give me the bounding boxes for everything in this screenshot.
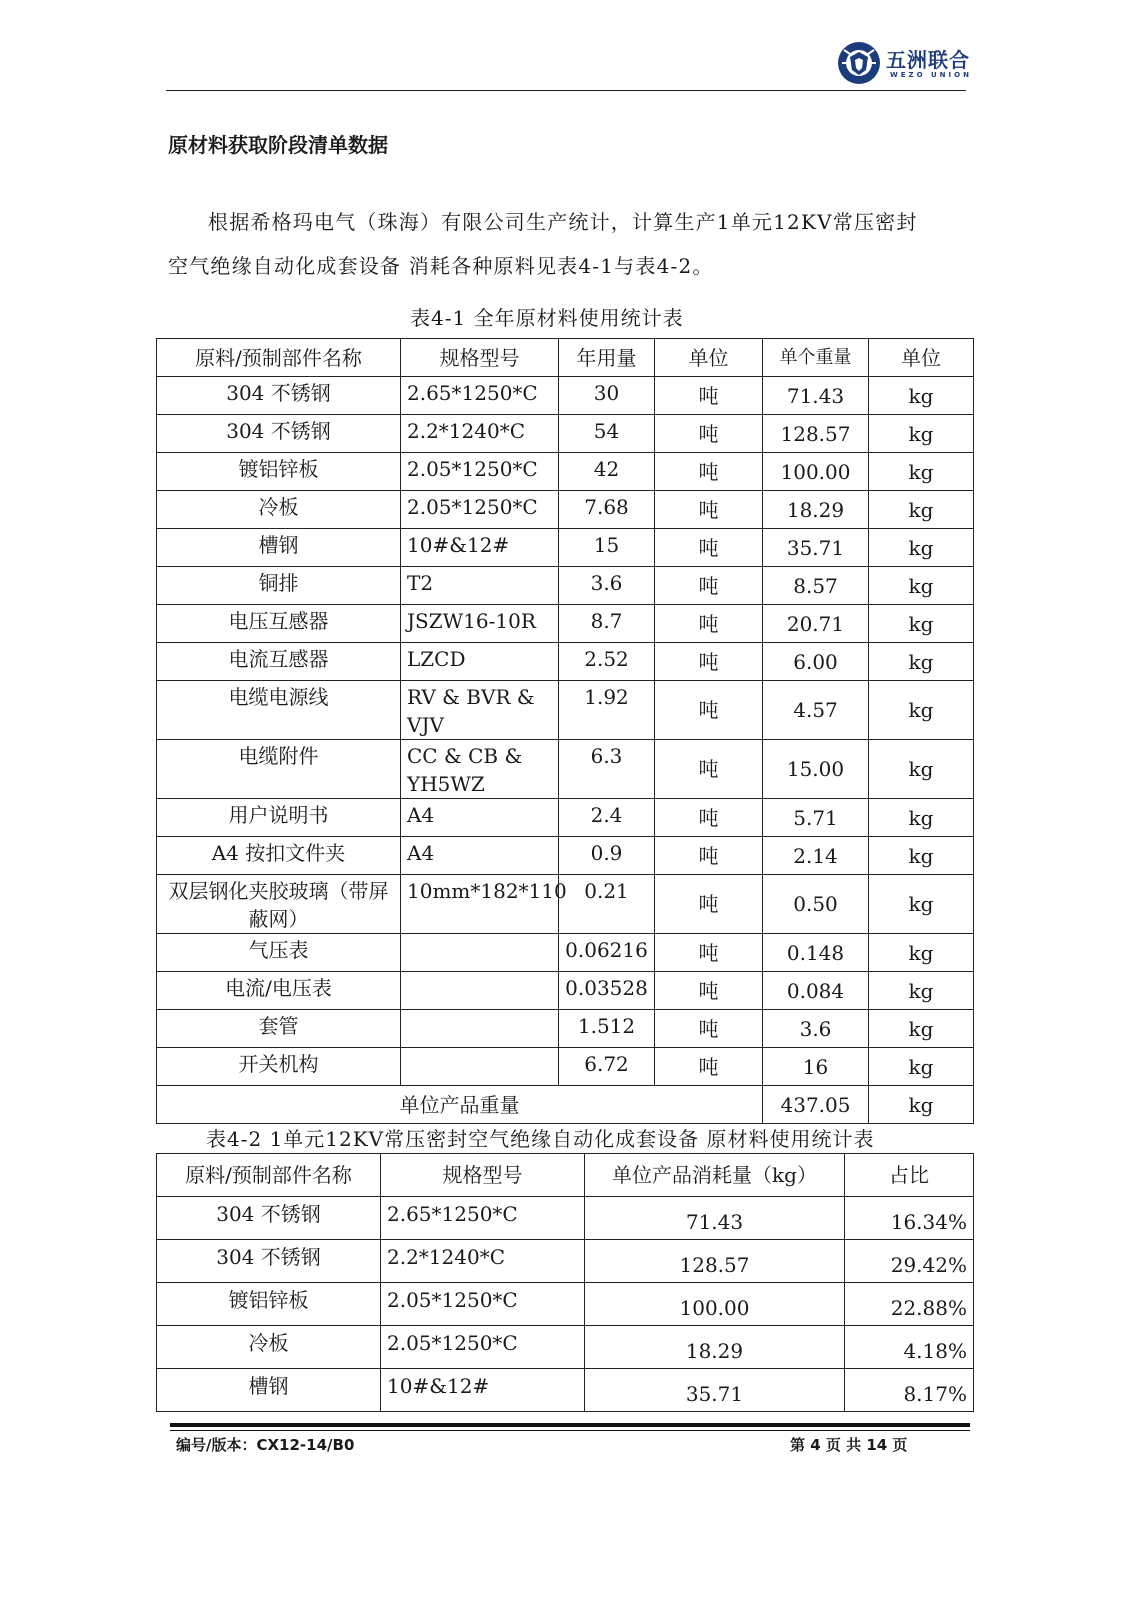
- total-weight-cell: 437.05: [763, 1086, 869, 1124]
- material-name-cell: 电缆电源线: [157, 681, 401, 740]
- material-name-cell: 套管: [157, 1010, 401, 1048]
- lion-emblem-icon: [836, 40, 882, 86]
- header-divider: [166, 90, 966, 91]
- quantity-unit-cell: 吨: [655, 567, 763, 605]
- spec-cell: 2.65*1250*C: [401, 377, 559, 415]
- column-header: 占比: [845, 1154, 974, 1197]
- spec-cell: [401, 934, 559, 972]
- column-header: [763, 339, 869, 377]
- quantity-unit-cell: 吨: [655, 415, 763, 453]
- material-name-cell: 电压互感器: [157, 605, 401, 643]
- spec-cell: CC & CB & YH5WZ: [401, 740, 559, 799]
- material-name-cell: 双层钢化夹胶玻璃（带屏蔽网）: [157, 875, 401, 934]
- spec-cell: A4: [401, 799, 559, 837]
- weight-unit-cell: kg: [869, 972, 974, 1010]
- logo-english-name: WEZO UNION: [890, 71, 972, 79]
- company-logo: [836, 40, 972, 88]
- annual-quantity-cell: 0.21: [559, 875, 655, 934]
- table-header-row: [157, 1154, 974, 1197]
- material-name-cell: 304 不锈钢: [157, 1240, 381, 1283]
- table-row: [157, 972, 974, 1010]
- table-header-row: [157, 339, 974, 377]
- table-row: [157, 1283, 974, 1326]
- quantity-unit-cell: 吨: [655, 1048, 763, 1086]
- table-row: [157, 453, 974, 491]
- unit-weight-cell: 6.00: [763, 643, 869, 681]
- annual-quantity-cell: 2.52: [559, 643, 655, 681]
- annual-quantity-cell: 2.4: [559, 799, 655, 837]
- quantity-unit-cell: 吨: [655, 605, 763, 643]
- unit-weight-cell: 0.148: [763, 934, 869, 972]
- ratio-cell: 16.34%: [845, 1197, 974, 1240]
- weight-unit-cell: kg: [869, 415, 974, 453]
- consumption-cell: 100.00: [585, 1283, 845, 1326]
- weight-unit-cell: kg: [869, 934, 974, 972]
- quantity-unit-cell: 吨: [655, 799, 763, 837]
- table2-caption: 表4-2 1单元12KV常压密封空气绝缘自动化成套设备 原材料使用统计表: [206, 1127, 875, 1151]
- table-row: [157, 1240, 974, 1283]
- spec-cell: A4: [401, 837, 559, 875]
- spec-cell: 10#&12#: [381, 1369, 585, 1412]
- column-header: 规格型号: [401, 339, 559, 377]
- column-header: 原料/预制部件名称: [157, 1154, 381, 1197]
- table-row: [157, 529, 974, 567]
- material-name-cell: 槽钢: [157, 529, 401, 567]
- column-header: 规格型号: [381, 1154, 585, 1197]
- table-row: [157, 934, 974, 972]
- logo-chinese-name: 五洲联合: [886, 48, 970, 72]
- weight-unit-cell: kg: [869, 643, 974, 681]
- spec-cell: 2.2*1240*C: [381, 1240, 585, 1283]
- quantity-unit-cell: 吨: [655, 681, 763, 740]
- document-version: 编号/版本：CX12-14/B0: [176, 1436, 355, 1454]
- intro-paragraph-line-2: 空气绝缘自动化成套设备 消耗各种原料见表4-1与表4-2。: [168, 254, 714, 278]
- unit-weight-cell: 100.00: [763, 453, 869, 491]
- spec-cell: JSZW16-10R: [401, 605, 559, 643]
- ratio-cell: 29.42%: [845, 1240, 974, 1283]
- annual-quantity-cell: 1.92: [559, 681, 655, 740]
- weight-unit-cell: kg: [869, 567, 974, 605]
- unit-weight-cell: 35.71: [763, 529, 869, 567]
- quantity-unit-cell: 吨: [655, 740, 763, 799]
- material-name-cell: 气压表: [157, 934, 401, 972]
- material-name-cell: 电缆附件: [157, 740, 401, 799]
- column-header-text: 单个重量: [779, 347, 852, 368]
- weight-unit-cell: kg: [869, 605, 974, 643]
- spec-cell: LZCD: [401, 643, 559, 681]
- material-name-cell: 槽钢: [157, 1369, 381, 1412]
- table1-caption: 表4-1 全年原材料使用统计表: [410, 306, 684, 330]
- unit-weight-cell: 2.14: [763, 837, 869, 875]
- footer-divider-thin: [170, 1430, 970, 1431]
- table-row: [157, 681, 974, 740]
- material-name-cell: 开关机构: [157, 1048, 401, 1086]
- column-header: 单位产品消耗量（kg）: [585, 1154, 845, 1197]
- unit-weight-cell: 0.084: [763, 972, 869, 1010]
- quantity-unit-cell: 吨: [655, 875, 763, 934]
- section-title: 原材料获取阶段清单数据: [168, 133, 388, 157]
- weight-unit-cell: kg: [869, 377, 974, 415]
- table-row: [157, 740, 974, 799]
- quantity-unit-cell: 吨: [655, 837, 763, 875]
- ratio-cell: 4.18%: [845, 1326, 974, 1369]
- total-label-cell: 单位产品重量: [157, 1086, 763, 1124]
- annual-quantity-cell: 30: [559, 377, 655, 415]
- spec-cell: T2: [401, 567, 559, 605]
- table-row: [157, 1010, 974, 1048]
- table-row: [157, 377, 974, 415]
- annual-quantity-cell: 42: [559, 453, 655, 491]
- material-name-cell: 冷板: [157, 1326, 381, 1369]
- weight-unit-cell: kg: [869, 681, 974, 740]
- table-row: [157, 643, 974, 681]
- weight-unit-cell: kg: [869, 837, 974, 875]
- material-name-cell: 电流/电压表: [157, 972, 401, 1010]
- table-row: [157, 605, 974, 643]
- annual-quantity-cell: 3.6: [559, 567, 655, 605]
- spec-cell: [401, 1010, 559, 1048]
- spec-cell: 2.2*1240*C: [401, 415, 559, 453]
- spec-cell: 10mm*182*110: [401, 875, 559, 934]
- ratio-cell: 8.17%: [845, 1369, 974, 1412]
- annual-quantity-cell: 7.68: [559, 491, 655, 529]
- consumption-cell: 18.29: [585, 1326, 845, 1369]
- consumption-cell: 128.57: [585, 1240, 845, 1283]
- consumption-cell: 71.43: [585, 1197, 845, 1240]
- spec-cell: RV & BVR & VJV: [401, 681, 559, 740]
- table-row: [157, 1369, 974, 1412]
- table-row: [157, 567, 974, 605]
- spec-cell: 2.05*1250*C: [381, 1283, 585, 1326]
- weight-unit-cell: kg: [869, 799, 974, 837]
- annual-quantity-cell: 1.512: [559, 1010, 655, 1048]
- material-name-cell: A4 按扣文件夹: [157, 837, 401, 875]
- unit-weight-cell: 128.57: [763, 415, 869, 453]
- unit-weight-cell: 20.71: [763, 605, 869, 643]
- weight-unit-cell: kg: [869, 453, 974, 491]
- consumption-cell: 35.71: [585, 1369, 845, 1412]
- unit-weight-cell: 4.57: [763, 681, 869, 740]
- material-name-cell: 304 不锈钢: [157, 1197, 381, 1240]
- quantity-unit-cell: 吨: [655, 1010, 763, 1048]
- spec-cell: 2.05*1250*C: [401, 453, 559, 491]
- quantity-unit-cell: 吨: [655, 643, 763, 681]
- total-row: [157, 1086, 974, 1124]
- table-row: [157, 799, 974, 837]
- table-row: [157, 875, 974, 934]
- quantity-unit-cell: 吨: [655, 934, 763, 972]
- weight-unit-cell: kg: [869, 529, 974, 567]
- weight-unit-cell: kg: [869, 1010, 974, 1048]
- table-row: [157, 1048, 974, 1086]
- unit-consumption-table: [156, 1153, 974, 1412]
- material-name-cell: 用户说明书: [157, 799, 401, 837]
- unit-weight-cell: 15.00: [763, 740, 869, 799]
- table-row: [157, 1197, 974, 1240]
- spec-cell: 2.05*1250*C: [401, 491, 559, 529]
- unit-weight-cell: 3.6: [763, 1010, 869, 1048]
- quantity-unit-cell: 吨: [655, 529, 763, 567]
- spec-cell: [401, 1048, 559, 1086]
- unit-weight-cell: 71.43: [763, 377, 869, 415]
- annual-materials-table: [156, 338, 974, 1124]
- material-name-cell: 铜排: [157, 567, 401, 605]
- material-name-cell: 304 不锈钢: [157, 377, 401, 415]
- material-name-cell: 镀铝锌板: [157, 1283, 381, 1326]
- spec-cell: 10#&12#: [401, 529, 559, 567]
- unit-weight-cell: 5.71: [763, 799, 869, 837]
- quantity-unit-cell: 吨: [655, 453, 763, 491]
- total-weight-unit-cell: kg: [869, 1086, 974, 1124]
- annual-quantity-cell: 0.9: [559, 837, 655, 875]
- unit-weight-cell: 16: [763, 1048, 869, 1086]
- annual-quantity-cell: 6.3: [559, 740, 655, 799]
- table-row: [157, 1326, 974, 1369]
- table-row: [157, 491, 974, 529]
- column-header: 单位: [869, 339, 974, 377]
- column-header: 单位: [655, 339, 763, 377]
- intro-paragraph-line-1: 根据希格玛电气（珠海）有限公司生产统计，计算生产1单元12KV常压密封: [208, 210, 918, 234]
- material-name-cell: 电流互感器: [157, 643, 401, 681]
- annual-quantity-cell: 54: [559, 415, 655, 453]
- material-name-cell: 镀铝锌板: [157, 453, 401, 491]
- quantity-unit-cell: 吨: [655, 972, 763, 1010]
- annual-quantity-cell: 8.7: [559, 605, 655, 643]
- weight-unit-cell: kg: [869, 491, 974, 529]
- weight-unit-cell: kg: [869, 1048, 974, 1086]
- annual-quantity-cell: 0.06216: [559, 934, 655, 972]
- table-row: [157, 415, 974, 453]
- unit-weight-cell: 0.50: [763, 875, 869, 934]
- quantity-unit-cell: 吨: [655, 491, 763, 529]
- weight-unit-cell: kg: [869, 740, 974, 799]
- annual-quantity-cell: 15: [559, 529, 655, 567]
- spec-cell: 2.65*1250*C: [381, 1197, 585, 1240]
- material-name-cell: 冷板: [157, 491, 401, 529]
- annual-quantity-cell: 6.72: [559, 1048, 655, 1086]
- table-row: [157, 837, 974, 875]
- annual-quantity-cell: 0.03528: [559, 972, 655, 1010]
- spec-cell: [401, 972, 559, 1010]
- footer-divider-thick: [170, 1423, 970, 1427]
- column-header: 原料/预制部件名称: [157, 339, 401, 377]
- page-number: 第 4 页 共 14 页: [790, 1436, 908, 1454]
- column-header: 年用量: [559, 339, 655, 377]
- weight-unit-cell: kg: [869, 875, 974, 934]
- unit-weight-cell: 8.57: [763, 567, 869, 605]
- spec-cell: 2.05*1250*C: [381, 1326, 585, 1369]
- quantity-unit-cell: 吨: [655, 377, 763, 415]
- ratio-cell: 22.88%: [845, 1283, 974, 1326]
- unit-weight-cell: 18.29: [763, 491, 869, 529]
- material-name-cell: 304 不锈钢: [157, 415, 401, 453]
